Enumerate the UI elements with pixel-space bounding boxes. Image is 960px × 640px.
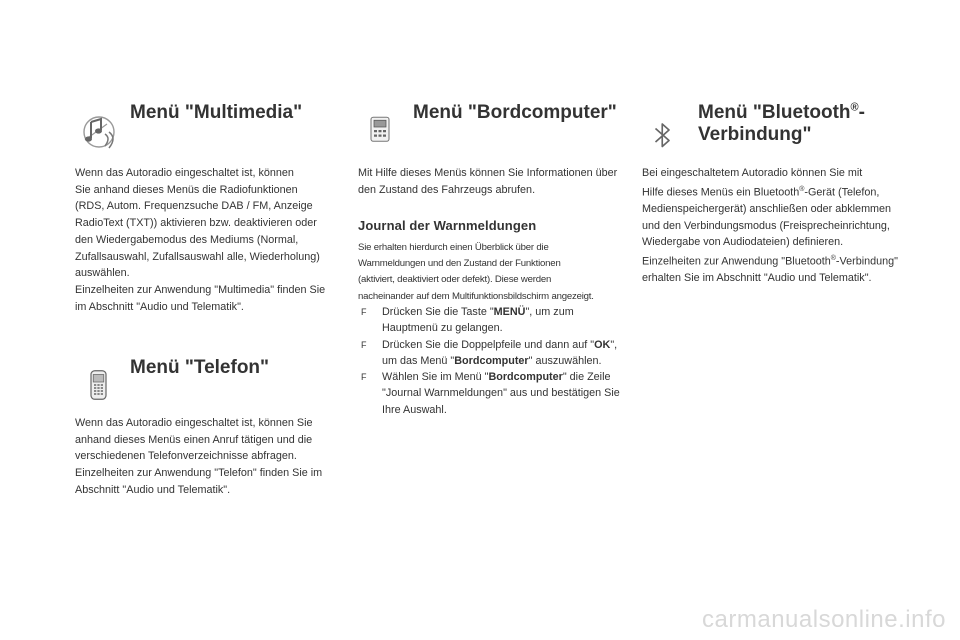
step-text: Drücken Sie die Taste " [382,306,494,318]
telefon-section-header [75,357,337,419]
text-line: Warnmeldungen und den Zustand der Funktionen [358,258,561,270]
step-key: OK [594,338,611,351]
text-part: -Gerät (Telefon, [804,186,880,199]
journal-steps [358,304,628,418]
registered-mark: ® [850,101,859,114]
step-text: "Journal Warnmeldungen" aus und bestätigen Sie [382,387,620,400]
step-text: Hauptmenü zu gelangen. [382,322,503,335]
bullet-marker: F [361,307,367,317]
bluetooth-body [642,165,912,287]
watermark: carmanualsonline.info [702,606,946,633]
step-key: Bordcomputer [454,354,529,367]
registered-mark: ® [799,185,805,193]
text-line: Einzelheiten zur Anwendung "Telefon" finden Sie im [75,467,323,480]
step-text: um das Menü " [382,354,455,367]
step-item [358,369,628,418]
text-line: nacheinander auf dem Multifunktionsbildschirm angezeigt. [358,290,594,302]
step-item [358,304,628,337]
text-part: Hilfe dieses Menüs ein Bluetooth [642,186,800,199]
text-line: auswählen. [75,267,130,280]
bordcomputer-body [358,165,628,198]
text-line: Einzelheiten zur Anwendung "Multimedia" finden Sie [75,283,326,296]
text-line: erhalten Sie im Abschnitt "Audio und Telematik". [642,272,872,285]
journal-heading: Journal der Warnmeldungen [358,218,537,233]
step-text: Wählen Sie im Menü " [382,371,489,384]
bullet-marker: F [361,339,367,350]
text-line: Sie anhand dieses Menüs die Radiofunktionen [75,183,298,196]
text-line: (RDS, Autom. Frequenzsuche DAB / FM, Anzeige [75,200,313,213]
step-text: ", [610,338,618,351]
text-line: (aktiviert, deaktiviert oder defekt). Diese werden [358,274,552,286]
text-part: Einzelheiten zur Anwendung "Bluetooth [642,255,831,268]
step-text: Ihre Auswahl. [382,403,447,416]
text-line: den Zustand des Fahrzeugs abrufen. [358,183,536,196]
multimedia-title: Menü "Multimedia" [130,102,303,123]
bluetooth-title-text: - [858,102,865,123]
text-line: Wenn das Autoradio eingeschaltet ist, können [75,167,294,179]
bluetooth-section-header [642,102,904,164]
text-line: Wiedergabe von Audiodateien) definieren. [642,236,844,249]
step-text: ", um zum [525,306,574,318]
multimedia-body [75,165,337,315]
step-item [358,337,628,370]
text-line: RadioText (TXT)) aktivieren bzw. deaktivieren oder [75,217,317,230]
text-line: und den Verbindungsmodus (Freisprecheinrichtung, [642,219,890,232]
bordcomputer-title: Menü "Bordcomputer" [413,102,617,123]
text-line: im Abschnitt "Audio und Telematik". [75,300,244,313]
telefon-body [75,415,337,499]
bordcomputer-section-header [358,102,628,164]
text-line: verschiedenen Telefonverzeichnisse abfragen. [75,450,297,463]
step-text: " auszuwählen. [528,354,602,367]
text-line: Medienspeichergerät) anschließen oder abklemmen [642,203,892,215]
step-key: Bordcomputer [488,371,563,384]
text-line [642,182,912,201]
text-line: anhand dieses Menüs einen Anruf tätigen und die [75,433,313,446]
bluetooth-title-text: Menü "Bluetooth [698,102,851,123]
journal-body [358,240,628,305]
text-line: den Wiedergabemodus des Mediums (Normal, [75,233,299,246]
step-text: Drücken Sie die Doppelpfeile und dann auf " [382,338,595,351]
trip-computer-icon [368,110,398,150]
text-line: Bei eingeschaltetem Autoradio können Sie mit [642,167,863,179]
bluetooth-icon [648,116,678,156]
text-line: Wenn das Autoradio eingeschaltet ist, können Sie [75,417,313,429]
text-line [642,251,912,270]
multimedia-section-header [75,102,337,164]
mobile-phone-icon [85,363,115,407]
step-key: MENÜ [493,306,526,318]
text-line: Mit Hilfe dieses Menüs können Sie Informationen über [358,167,618,179]
step-text: " die Zeile [562,371,611,384]
registered-mark: ® [830,255,836,263]
bluetooth-title-text: Verbindung" [698,124,812,145]
telefon-title: Menü "Telefon" [130,357,270,378]
text-line: Zufallsauswahl, Zufallsauswahl alle, Wiederholung) [75,250,320,263]
multimedia-note-icon [79,110,119,152]
bluetooth-title [698,102,928,146]
text-line: Abschnitt "Audio und Telematik". [75,483,231,496]
text-line: Sie erhalten hierdurch einen Überblick über die [358,242,549,253]
bullet-marker: F [361,372,367,383]
text-part: -Verbindung" [835,255,898,268]
